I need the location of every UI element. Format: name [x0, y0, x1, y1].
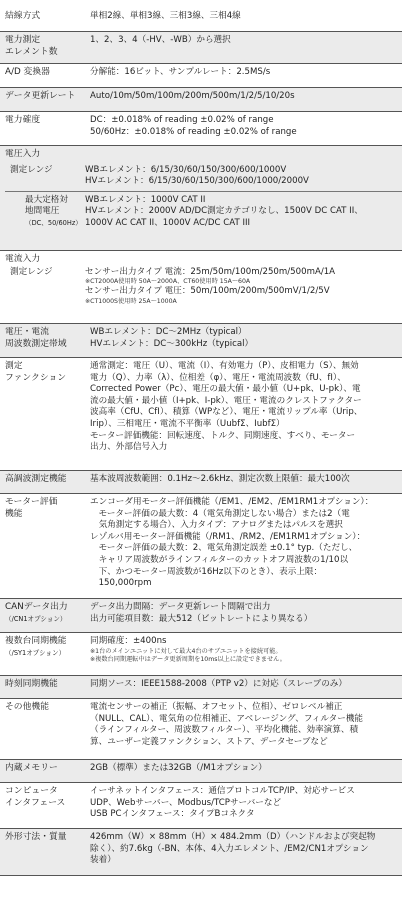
row-value	[85, 783, 402, 828]
value-line: 426mm（W）× 88mm（H）× 484.2mm（D）（ハンドルおよび突起物	[90, 832, 376, 842]
value-line: 出力、外部信号入力	[90, 442, 168, 453]
value-line: 波高率（CfU、CfI）、積算（WPなど）、電圧・電流リップル率（Urip、	[90, 407, 363, 418]
value-line: 150,000rpm	[90, 578, 152, 589]
value-line: （NULL、CAL）、電気角の位相補正、アベレージング、フィルター機能	[90, 713, 364, 724]
row-elements	[0, 32, 402, 64]
row-value	[85, 829, 402, 875]
row-memory	[0, 760, 402, 783]
value-line: センサー出力タイプ 電圧：50m/100m/200m/500mV/1/2/5V	[85, 286, 330, 297]
row-label	[0, 599, 85, 632]
row-current	[0, 251, 402, 324]
row-label: データ更新レート	[5, 91, 76, 101]
row-value	[85, 494, 402, 598]
value-line: HVエレメント：6/15/30/60/150/300/600/1000/2000V	[85, 176, 309, 187]
row-voltage	[0, 146, 402, 251]
row-value	[85, 358, 402, 470]
row-value: 単相2線、単相3線、三相3線、三相4線	[90, 11, 241, 21]
sub-value	[80, 195, 402, 230]
label-line: 電圧・電流	[5, 327, 49, 337]
row-wiring	[0, 8, 402, 32]
voltage-max	[0, 195, 402, 230]
label-line: CANデータ出力	[5, 602, 68, 612]
label-line: 電力測定	[5, 35, 41, 45]
value-line: キャリア周波数がラインフィルターのカットオフ周波数の1/10以	[90, 554, 349, 565]
row-label: 電圧入力	[5, 149, 41, 159]
row-label	[0, 358, 85, 470]
sub-label	[0, 195, 80, 230]
note: ※CT2000A使用時 50A〜2000A、CT60使用時 15A〜60A	[85, 278, 251, 286]
row-label	[0, 633, 85, 675]
value-line: Irip）、三相電圧・電流不平衡率（UubfΣ、IubfΣ）	[90, 418, 285, 429]
value-line: データ出力間隔：データ更新レート間隔で出力	[90, 602, 271, 612]
note: ※CT1000S使用時 25A〜1000A	[85, 297, 177, 305]
row-value: Auto/10m/50m/100m/200m/500m/1/2/5/10/20s	[90, 91, 295, 101]
row-accuracy	[0, 112, 402, 146]
label-line: コンピュータ	[5, 786, 58, 796]
label-line: エレメント数	[5, 46, 58, 57]
label-line: （/SY1オプション）	[5, 648, 66, 657]
label-line: モーター評価	[5, 497, 58, 507]
row-other	[0, 699, 402, 760]
value-line: UDP、Webサーバー、Modbus/TCPサーバーなど	[90, 797, 282, 808]
value-line: 装着）	[90, 855, 116, 866]
row-label	[0, 32, 85, 63]
row-functions	[0, 358, 402, 471]
label-line: インタフェース	[5, 797, 66, 808]
value-line: イーサネットインタフェース：通信プロトコルTCP/IP、対応サービス	[90, 786, 355, 796]
row-value: 1、2、3、4（-HV、-WB）から選択	[90, 35, 231, 45]
value-line: センサー出力タイプ 電流：25m/50m/100m/250m/500mA/1A	[85, 266, 336, 277]
row-label: 高調波測定機能	[5, 474, 67, 484]
value-line: 気角測定する場合）、入力タイプ：アナログまたはパルスを選択	[90, 520, 343, 531]
sub-value	[80, 165, 402, 188]
value-line: エンコーダ用モーター評価機能（/EM1、/EM2、/EM1RM1オプション）：	[90, 497, 374, 507]
label-line: ファンクション	[5, 372, 67, 383]
label-line: 測定	[5, 361, 23, 371]
label-line: 複数台同期機能	[5, 636, 67, 646]
row-dimensions	[0, 829, 402, 876]
value-line: 50/60Hz：±0.018% of reading ±0.02% of range	[90, 126, 297, 137]
label-line: 周波数測定帯域	[5, 338, 67, 349]
row-label: 内蔵メモリー	[5, 763, 58, 773]
row-motor	[0, 494, 402, 599]
label-line: 地間電圧	[25, 206, 60, 217]
value-line: 算、ユーザー定義ファンクション、ストア、データセーブなど	[90, 736, 328, 747]
value-line: HVエレメント：DC〜300kHz（typical）	[90, 338, 254, 349]
value-line: HVエレメント：2000V AD/DC測定カテゴリなし、1500V DC CAT II、	[85, 206, 363, 217]
value-line: 除く）、約7.6kg（-BN、本体、4入力エレメント、/EM2/CN1オプション	[90, 843, 369, 854]
row-label: その他機能	[5, 702, 49, 712]
current-range	[0, 267, 402, 306]
row-harmonic	[0, 471, 402, 494]
row-value	[85, 599, 402, 632]
note: ※1台のメインユニットに対して最大4台のサブユニットを接続可能。	[90, 647, 282, 655]
row-value: 同期ソース：IEEE1588-2008（PTP v2）に対応（スレーブのみ）	[90, 679, 347, 689]
label-line: 機能	[5, 508, 23, 519]
value-line: 1000V AC CAT II、1000V AC/DC CAT III	[85, 217, 251, 228]
row-value	[85, 112, 402, 145]
row-ad	[0, 64, 402, 88]
value-line: 下、かつモーター周波数が16Hz以下のとき）、表示上限：	[90, 566, 323, 577]
sub-label: 測定レンジ	[10, 266, 53, 277]
value-line: WBエレメント：6/15/30/60/150/300/600/1000V	[85, 164, 287, 175]
row-label: A/D 変換器	[5, 67, 50, 77]
value-line: モーター評価機能：回転速度、トルク、同期速度、すべり、モーター	[90, 430, 356, 441]
row-value: 分解能：16ビット、サンプルレート：2.5MS/s	[90, 67, 271, 77]
row-label: 電力確度	[5, 115, 41, 125]
voltage-range	[0, 165, 402, 188]
row-timesync	[0, 676, 402, 699]
value-line: USB PCインタフェース：タイプBコネクタ	[90, 809, 255, 820]
row-label: 電流入力	[5, 254, 41, 264]
sub-value	[80, 267, 402, 306]
value-line: 出力可能項目数：最大512（ビットレートにより異なる）	[90, 613, 313, 624]
row-label	[0, 494, 85, 598]
row-computer	[0, 783, 402, 829]
row-label: 時刻同期機能	[5, 679, 58, 689]
row-multisync	[0, 633, 402, 676]
value-line: WBエレメント：1000V CAT II	[85, 194, 206, 205]
value-line: モーター評価の最大数：4（電気角測定しない場合）または2（電	[90, 508, 350, 519]
value-line: レゾルバ用モーター評価機能（/RM1、/RM2、/EM1RM1オプション）：	[90, 531, 366, 542]
row-update	[0, 88, 402, 112]
value-line: 電流センサーの補正（振幅、オフセット、位相）、ゼロレベル補正	[90, 702, 343, 712]
row-label: 外形寸法・質量	[5, 832, 67, 842]
row-value	[85, 324, 402, 357]
label-line: （DC、50/60Hz）	[25, 218, 82, 227]
sub-label: 測定レンジ	[10, 164, 53, 175]
note: ※複数台同期運転中はデータ更新周期を10ms以上に設定できません。	[90, 655, 286, 663]
value-line: モーター評価の最大数：2、電気角測定誤差 ±0.1° typ.（ただし、	[90, 543, 358, 554]
value-line: DC：±0.018% of reading ±0.02% of range	[90, 115, 274, 125]
row-can	[0, 599, 402, 633]
value-line: 通常測定：電圧（U）、電流（I）、有効電力（P）、皮相電力（S）、無効	[90, 361, 359, 371]
row-value: 2GB（標準）または32GB（/M1オプション）	[90, 763, 267, 773]
label-line: 最大定格対	[25, 194, 68, 205]
row-label	[0, 324, 85, 357]
divider	[5, 191, 402, 192]
value-line: （ラインフィルター、周波数フィルター）、平均化機能、効率演算、積	[90, 725, 359, 736]
row-bandwidth	[0, 324, 402, 358]
row-value	[85, 699, 402, 759]
row-value: 基本波周波数範囲：0.1Hz〜2.6kHz、測定次数上限値：最大100次	[90, 474, 350, 484]
value-line: 同期確度：±400ns	[90, 636, 167, 646]
label-line: （/CN1オプション）	[5, 614, 67, 623]
value-line: 流の最大値・最小値（I+pk、I-pk）、電圧・電流のクレストファクター	[90, 395, 362, 406]
value-line: 電力（Q）、力率（λ）、位相差（φ）、電圧・電流周波数（fU、fI）、	[90, 372, 346, 383]
row-label	[0, 783, 85, 828]
row-label: 結線方式	[5, 11, 41, 21]
value-line: WBエレメント：DC〜2MHz（typical）	[90, 327, 247, 337]
value-line: Corrected Power（Pc）、電圧の最大値・最小値（U+pk、U-pk）、電	[90, 384, 361, 395]
row-value	[85, 633, 402, 675]
